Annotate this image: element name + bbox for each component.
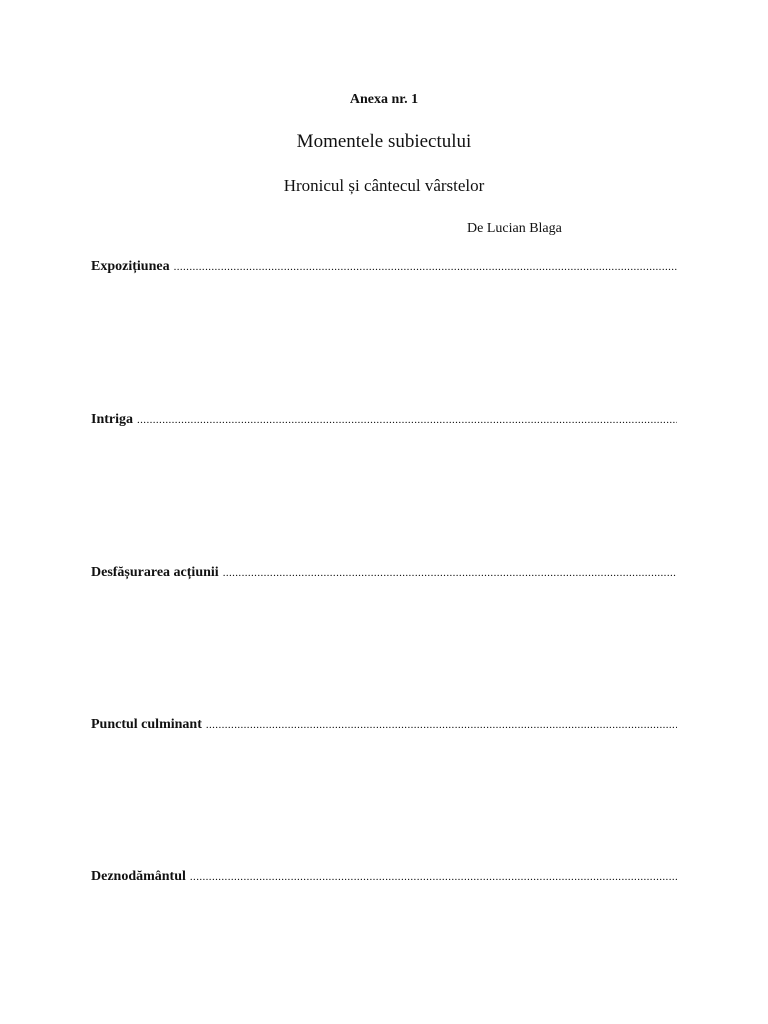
section-expozitiunea <box>91 259 677 275</box>
section-label: Deznodământul <box>91 869 186 884</box>
section-label: Expozițiunea <box>91 259 170 274</box>
section-label: Desfășurarea acțiunii <box>91 565 219 580</box>
fill-in-dotted-line <box>223 567 677 579</box>
section-label: Punctul culminant <box>91 717 202 732</box>
page-title: Momentele subiectului <box>296 131 472 152</box>
section-desfasurarea-actiunii <box>91 565 677 581</box>
author-line: De Lucian Blaga <box>467 221 562 236</box>
work-title: Hronicul și cântecul vârstelor <box>283 176 485 195</box>
section-label: Intriga <box>91 412 133 427</box>
section-punctul-culminant <box>91 717 677 733</box>
section-deznodamantul <box>91 869 677 885</box>
fill-in-dotted-line <box>137 414 677 426</box>
section-intriga <box>91 412 677 428</box>
annex-heading: Anexa nr. 1 <box>349 92 419 107</box>
fill-in-dotted-line <box>174 261 677 273</box>
fill-in-dotted-line <box>206 719 677 731</box>
fill-in-dotted-line <box>190 871 677 883</box>
